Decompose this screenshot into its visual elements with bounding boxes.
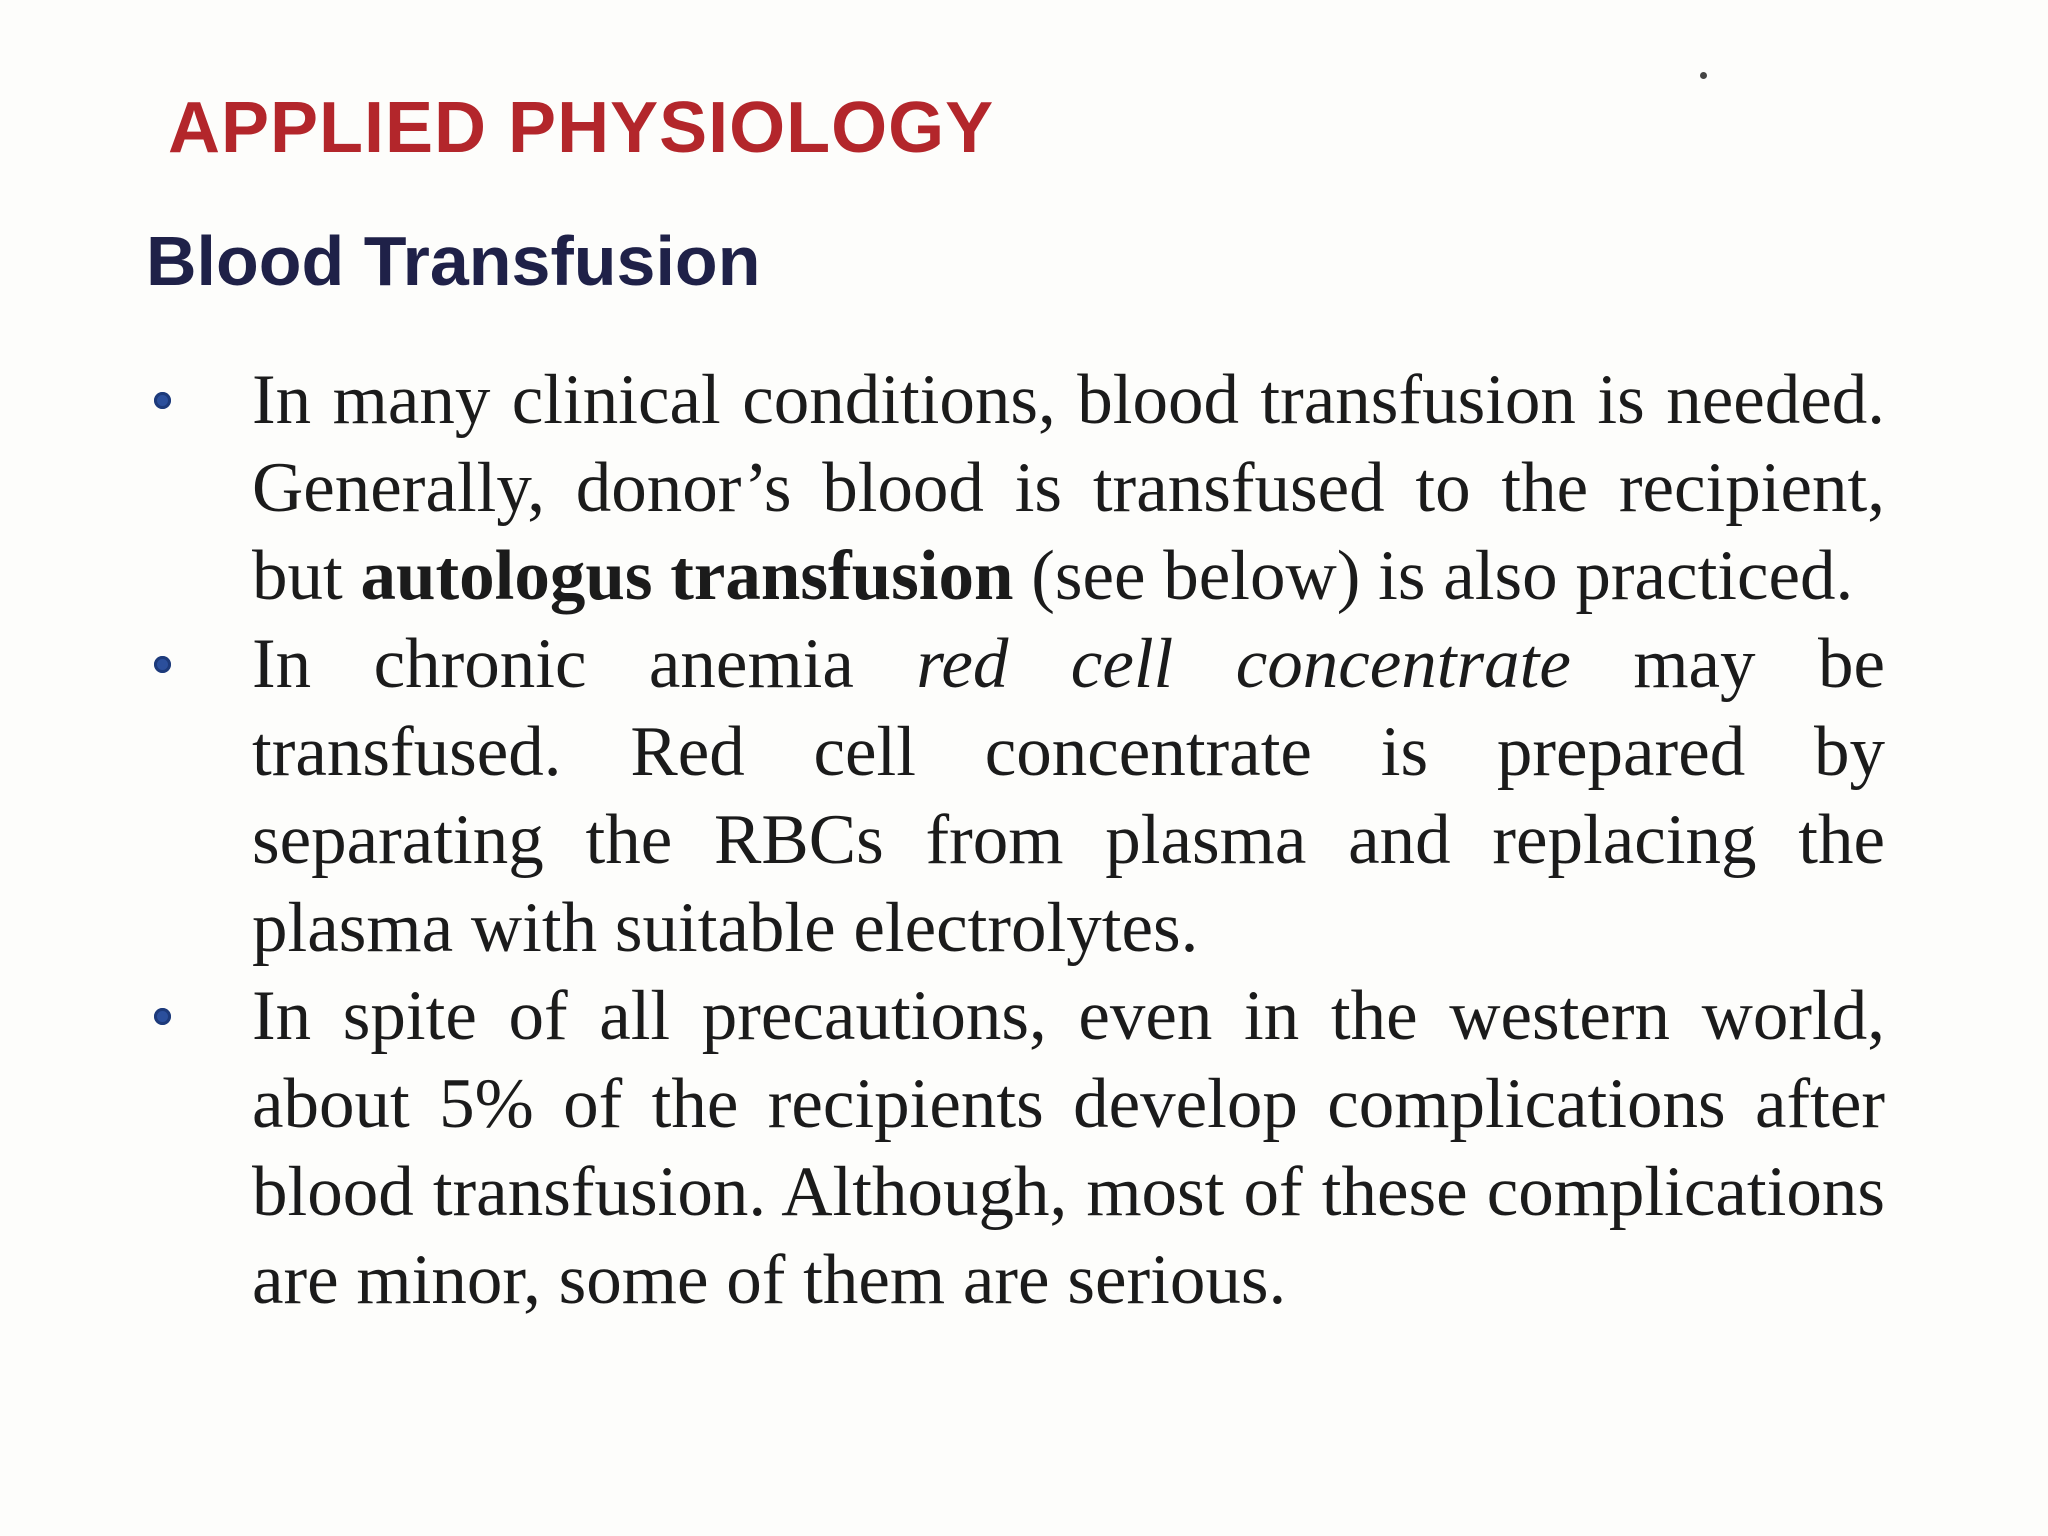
bullet-text: In many clinical conditions, blood transfusion is needed. Generally, donor’s blood is transfused to the recipient, but <box>252 361 1885 615</box>
bullet-text: (see below) is also practiced. <box>1013 537 1854 615</box>
bullet-text: In spite of all precautions, even in the western world, about 5% of the recipients develop complications after blood transfusion. Although, most of these complications are minor, some of them are serious. <box>252 977 1885 1319</box>
bullet-text: may be transfused. Red cell concentrate is prepared by separating the RBCs from plasma and replacing the plasma with suitable electrolytes. <box>252 625 1886 967</box>
bold-term: autologus transfusion <box>360 537 1014 615</box>
bullet-icon <box>154 656 171 673</box>
bullet-item <box>140 620 1885 972</box>
section-title: APPLIED PHYSIOLOGY <box>168 88 995 168</box>
italic-term: red cell concentrate <box>916 625 1571 703</box>
bullet-item <box>140 356 1885 620</box>
subsection-title: Blood Transfusion <box>146 222 761 300</box>
bullet-icon <box>154 1008 171 1025</box>
bullet-item <box>140 972 1885 1324</box>
bullet-icon <box>154 392 171 409</box>
bullet-text: In chronic anemia <box>252 625 917 703</box>
bullet-list <box>140 356 1885 1324</box>
page-speck <box>1700 72 1707 79</box>
